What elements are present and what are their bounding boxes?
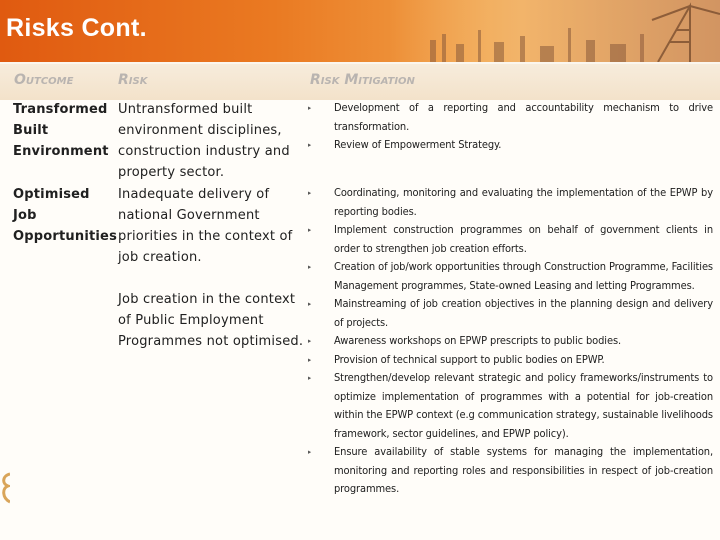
bullet-icon: ▸ [308, 355, 312, 364]
risk-line: Programmes not optimised. [118, 334, 304, 349]
mitigation-text: Strengthen/develop relevant strategic and policy frameworks/instruments to optimize implementation of programmes with a potential for job-creation within the EPWP context (e.g communication strategy, sustainable livelihoods framework, sector guidelines, and EPWP policy). [334, 371, 713, 440]
risk-line: Untransformed built [118, 102, 253, 117]
skyline-silhouette-icon [390, 0, 720, 62]
mitigation-text: Awareness workshops on EPWP prescripts to public bodies. [334, 334, 622, 347]
risk-line: Inadequate delivery of [118, 187, 270, 202]
risk-cell-2a [118, 184, 292, 268]
mitigation-text: Implement construction programmes on behalf of government clients in order to strengthen job creation efforts. [334, 223, 713, 255]
mitigation-list-2 [308, 184, 713, 499]
bullet-icon: ▸ [308, 104, 312, 112]
bullet-icon: ▸ [308, 337, 312, 345]
outcome-line: Built [13, 123, 49, 138]
mitigation-item [308, 443, 713, 499]
risk-line: Job creation in the context [118, 292, 296, 307]
outcome-line: Opportunities [13, 229, 118, 244]
outcome-line: Transformed [13, 102, 108, 117]
bullet-icon: ▸ [308, 189, 312, 197]
mitigation-item [308, 351, 713, 370]
title-banner [0, 0, 720, 62]
risk-line: construction industry and [118, 144, 290, 159]
mitigation-item [308, 184, 713, 221]
risk-line: priorities in the context of [118, 229, 293, 244]
bullet-icon: ▸ [308, 263, 312, 271]
outcome-line: Optimised [13, 187, 90, 202]
column-header-risk: Risk [118, 72, 148, 88]
mitigation-text: Coordinating, monitoring and evaluating the implementation of the EPWP by reporting bodies. [334, 186, 713, 218]
mitigation-text: Provision of technical support to public bodies on EPWP. [334, 352, 605, 366]
column-header-risk-mitigation: Risk Mitigation [310, 72, 415, 88]
column-header-outcome: Outcome [14, 72, 74, 88]
risk-line: national Government [118, 208, 260, 223]
risk-cell-2b [118, 289, 303, 352]
mitigation-text: Review of Empowerment Strategy. [334, 138, 502, 151]
mitigation-item [308, 99, 713, 136]
mitigation-item [308, 221, 713, 258]
table-header-row [0, 64, 720, 100]
risk-line: job creation. [118, 250, 202, 265]
risk-line: environment disciplines, [118, 123, 282, 138]
mitigation-text: Development of a reporting and accountability mechanism to drive transformation. [334, 101, 713, 133]
mitigation-item [308, 295, 713, 332]
risk-line: of Public Employment [118, 313, 264, 328]
mitigation-list-1 [308, 99, 713, 155]
bullet-icon: ▸ [308, 141, 312, 149]
outcome-cell-1 [13, 99, 109, 162]
mitigation-item [308, 332, 713, 351]
outcome-line: Environment [13, 144, 109, 159]
page-title: Risks Cont. [6, 14, 147, 42]
mitigation-item [308, 258, 713, 295]
mitigation-text: Mainstreaming of job creation objectives in the planning design and delivery of projects. [334, 297, 713, 329]
outcome-cell-2 [13, 184, 117, 247]
mitigation-item [308, 136, 713, 155]
logo-fragment-icon [0, 470, 10, 506]
mitigation-item [308, 369, 713, 443]
outcome-line: Job [13, 208, 37, 223]
bullet-icon: ▸ [308, 374, 312, 382]
risk-cell-1 [118, 99, 290, 183]
bullet-icon: ▸ [308, 226, 312, 234]
risk-line: property sector. [118, 165, 225, 180]
mitigation-text: Creation of job/work opportunities through Construction Programme, Facilities Management programmes, State-owned Leasing and letting Programmes. [334, 260, 713, 292]
mitigation-text: Ensure availability of stable systems for managing the implementation, monitoring and reporting roles and responsibilities in respect of job-creation programmes. [334, 445, 713, 495]
bullet-icon: ▸ [308, 300, 312, 308]
bullet-icon: ▸ [308, 448, 312, 456]
